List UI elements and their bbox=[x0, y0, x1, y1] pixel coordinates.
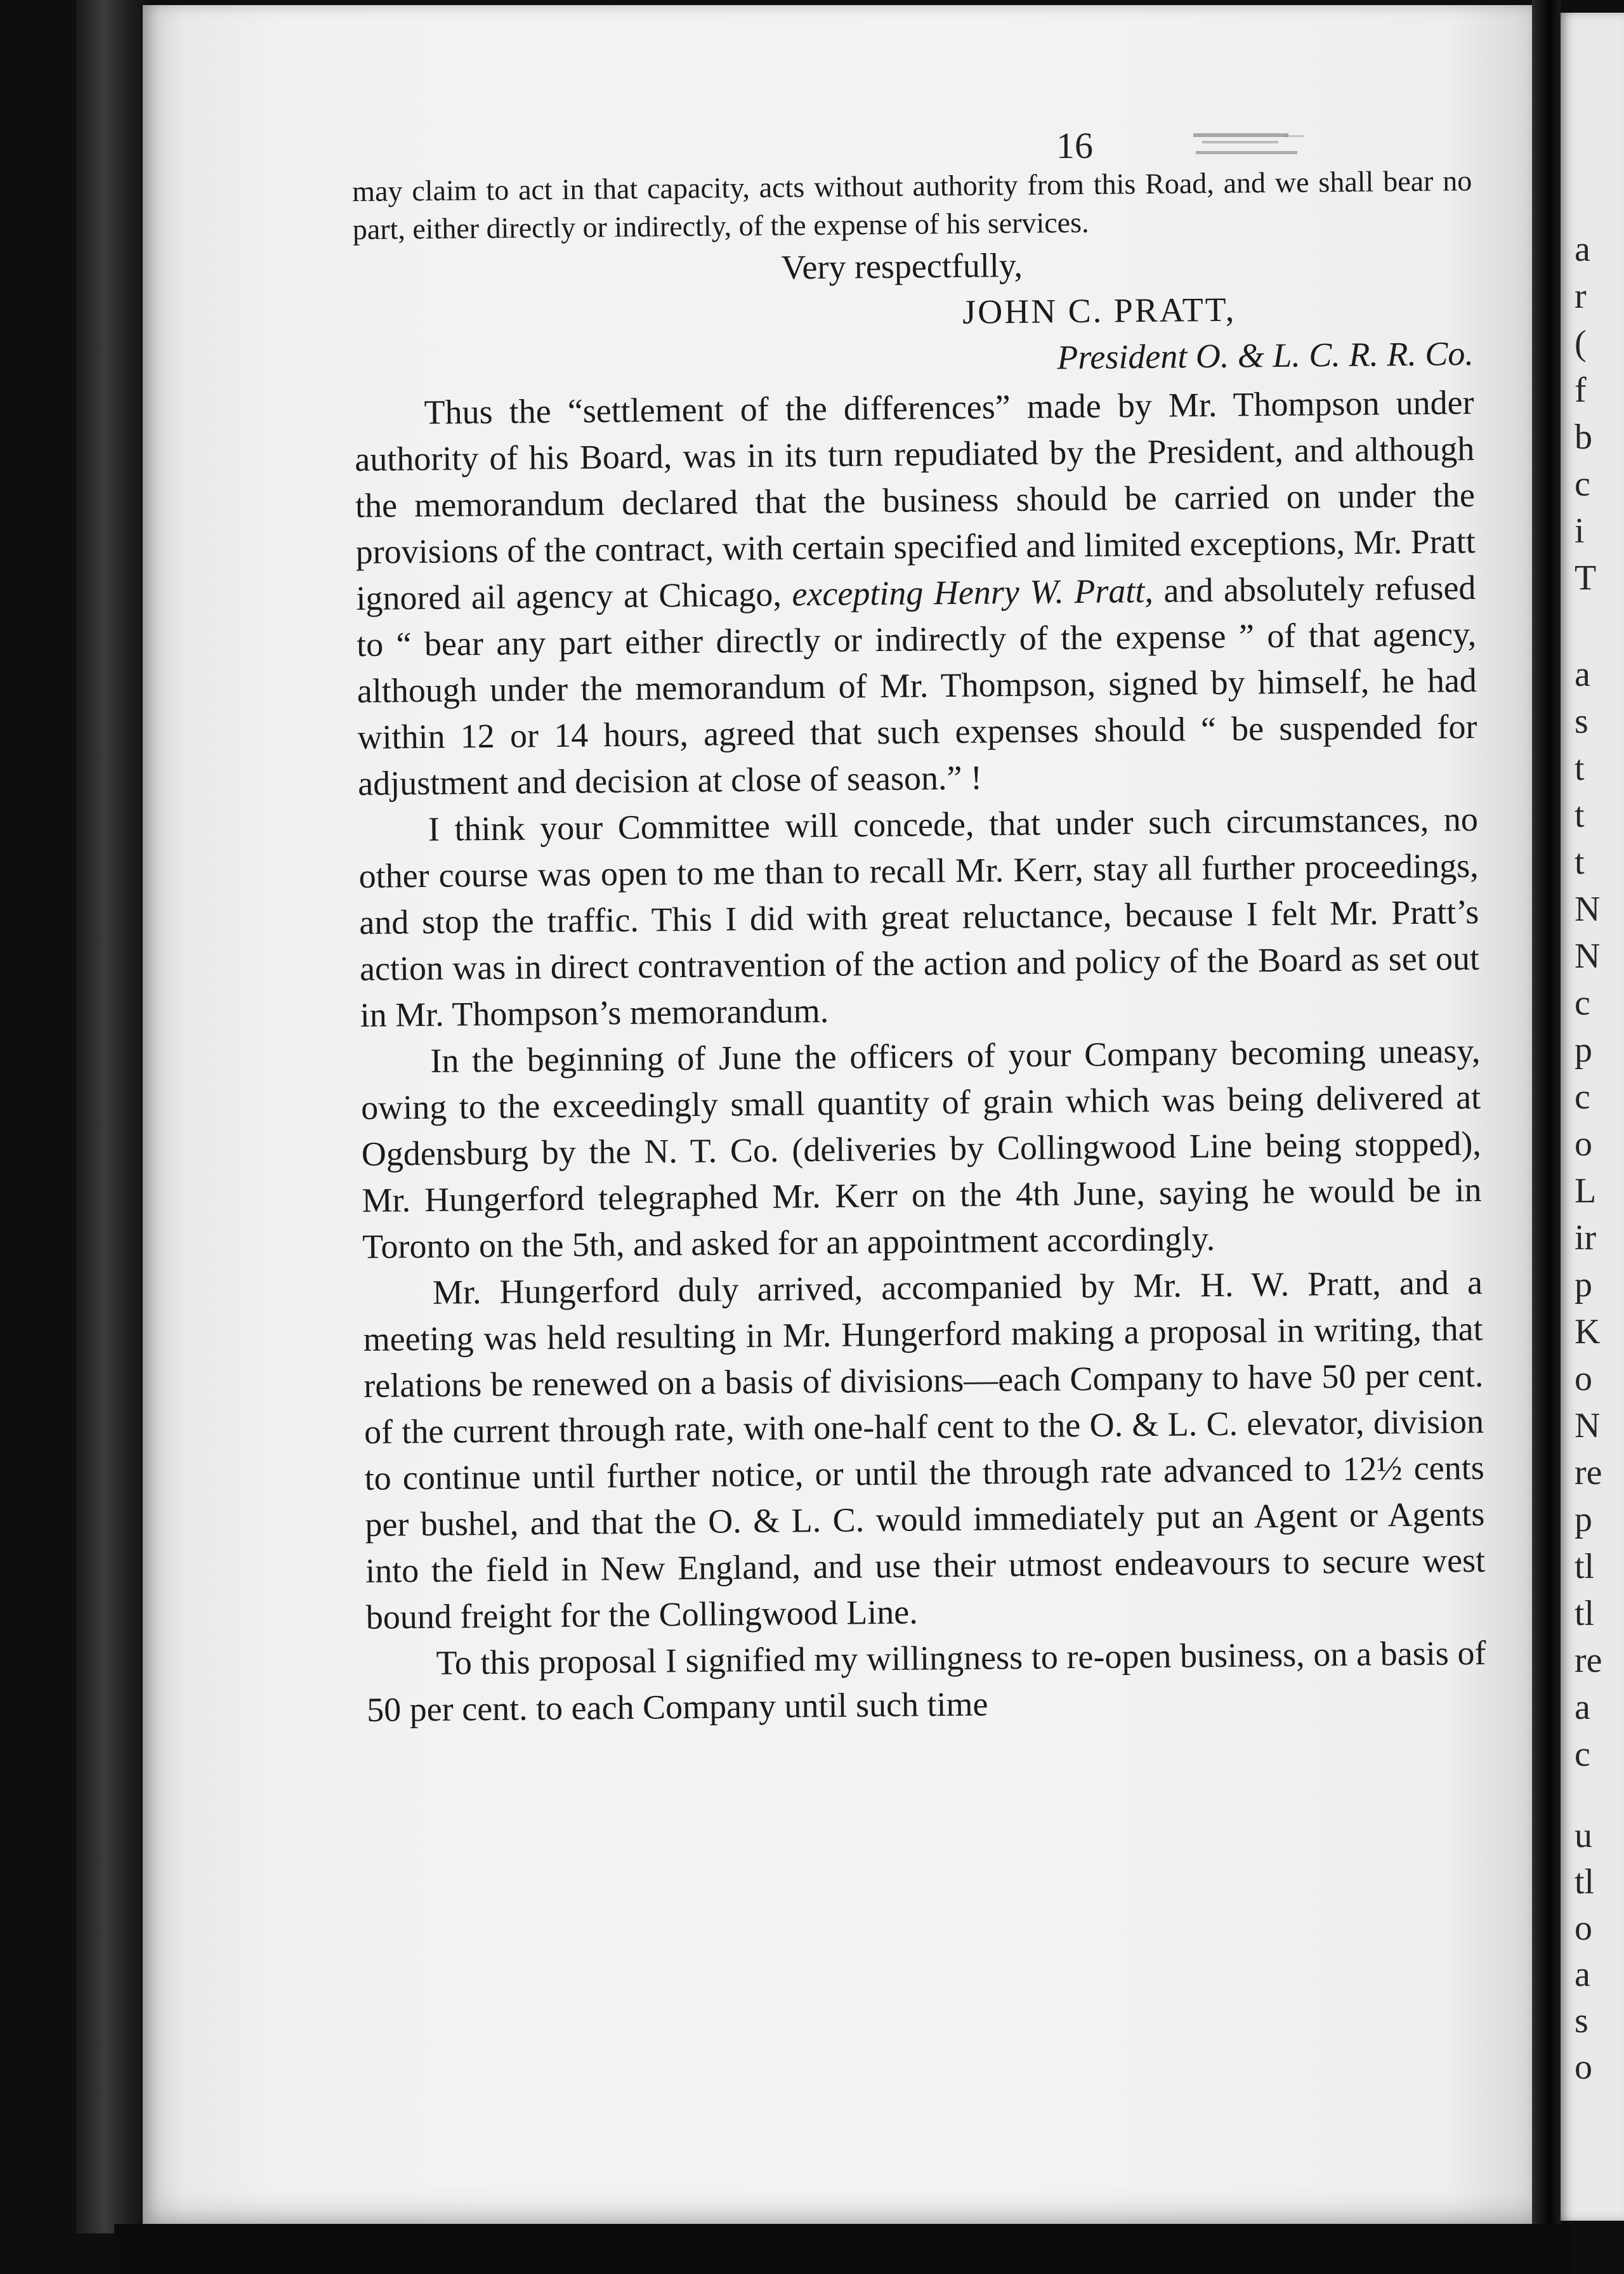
adjacent-page-fragment: K bbox=[1575, 1312, 1601, 1351]
scan-bottom-edge bbox=[114, 2224, 1573, 2274]
adjacent-page-fragment: tl bbox=[1575, 1547, 1595, 1586]
adjacent-page-fragment: ( bbox=[1575, 324, 1587, 363]
adjacent-page-fragment: r bbox=[1575, 277, 1587, 316]
adjacent-page-fragment: a bbox=[1575, 1688, 1590, 1727]
adjacent-page-fragment: o bbox=[1575, 1124, 1592, 1164]
adjacent-page-fragment: N bbox=[1575, 1406, 1601, 1445]
paragraph-settlement bbox=[354, 379, 1477, 807]
adjacent-page-fragment: a bbox=[1575, 1955, 1590, 1994]
adjacent-page-fragment: c bbox=[1575, 983, 1590, 1023]
paragraph-proposal: To this proposal I signified my willingness to re-open business, on a basis of 50 per cent. to each Company until such time bbox=[366, 1633, 1486, 1729]
adjacent-page-fragment: c bbox=[1575, 1735, 1590, 1774]
adjacent-page-fragment: N bbox=[1575, 937, 1601, 976]
adjacent-page-fragment: tl bbox=[1575, 1594, 1595, 1633]
book-gutter bbox=[1532, 0, 1561, 2274]
adjacent-page-fragment: b bbox=[1575, 417, 1592, 457]
adjacent-page-fragment: ir bbox=[1575, 1218, 1597, 1258]
adjacent-page-edge bbox=[1561, 13, 1624, 2221]
adjacent-page-fragment: i bbox=[1575, 511, 1585, 551]
letter-signature-title: President O. & L. C. R. R. Co. bbox=[1057, 334, 1474, 377]
adjacent-page-fragment: a bbox=[1575, 655, 1590, 694]
adjacent-page-fragment: T bbox=[1575, 558, 1597, 598]
adjacent-page-fragment: re bbox=[1575, 1453, 1602, 1492]
adjacent-page-fragment: p bbox=[1575, 1500, 1592, 1539]
adjacent-page-fragment: a bbox=[1575, 230, 1590, 269]
adjacent-page-fragment: p bbox=[1575, 1030, 1592, 1070]
paragraph-settlement-part2: and absolutely refused to “ bear any part either directly or indirectly of the expense ” of that agency, although under the memorandum of Mr. Thompson, signed by himself, he had within 12 or 14 hours, agreed that such expenses should “ be suspended for adjustment and decision at close of season.” ! bbox=[356, 568, 1477, 803]
book-spine bbox=[76, 0, 147, 2233]
letter-signature: JOHN C. PRATT, bbox=[962, 290, 1236, 331]
adjacent-page-fragment: o bbox=[1575, 1909, 1592, 1948]
page-body bbox=[352, 162, 1487, 1733]
adjacent-page-fragment: t bbox=[1575, 749, 1585, 788]
adjacent-page-fragment: p bbox=[1575, 1265, 1592, 1305]
adjacent-page-fragment: t bbox=[1575, 796, 1585, 835]
adjacent-page-fragment: f bbox=[1575, 371, 1587, 410]
adjacent-page-fragment: c bbox=[1575, 464, 1590, 504]
paragraph-hungerford: Mr. Hungerford duly arrived, accompanied by Mr. H. W. Pratt, and a meeting was held resulting in Mr. Hungerford making a proposal in writing, that relations be renewed on a basis of divisions—each Company to have 50 per cent. of the current through rate, with one-half cent to the O. & L. C. elevator, division to continue until further notice, or until the through rate advanced to 12½ cents per bushel, and that the O. & L. C. would immediately put an Agent or Agents into the field in New England, and use their utmost endeavours to secure west bound freight for the Collingwood Line. bbox=[363, 1263, 1486, 1636]
adjacent-page-fragment: c bbox=[1575, 1077, 1590, 1117]
letter-closing: Very respectfully, bbox=[781, 246, 1023, 287]
paragraph-settlement-part1: Thus the “settlement of the differences” made by Mr. Thompson under authority of his Board, was in its turn repudiated by the President, and although the memorandum declared that the business should be carried on under the provisions of the contract, with certain specified and limited exceptions, Mr. Pratt ignored ail agency at Chicago, bbox=[355, 383, 1476, 617]
adjacent-page-fragment: tl bbox=[1575, 1862, 1595, 1902]
page-number: 16 bbox=[1056, 125, 1093, 166]
letter-continuation: may claim to act in that capacity, acts without authority from this Road, and we shall bear no part, either directly or indirectly, of the expense of his services. bbox=[352, 164, 1472, 246]
adjacent-page-fragment: s bbox=[1575, 2001, 1588, 2041]
adjacent-page-fragment: N bbox=[1575, 890, 1601, 929]
paragraph-june: In the beginning of June the officers of your Company becoming uneasy, owing to the exceedingly small quantity of grain which was being delivered at Ogdensburg by the N. T. Co. (deliveries by Collingwood Line being stopped), Mr. Hungerford telegraphed Mr. Kerr on the 4th June, saying he would be in Toronto on the 5th, and asked for an appointment accordingly. bbox=[360, 1031, 1482, 1266]
adjacent-page-fragment: L bbox=[1575, 1171, 1597, 1211]
adjacent-page-fragment: u bbox=[1575, 1816, 1592, 1855]
adjacent-page-fragment: o bbox=[1575, 1359, 1592, 1398]
ink-stamp-smudge bbox=[1189, 126, 1313, 164]
adjacent-page-fragment: re bbox=[1575, 1641, 1602, 1680]
adjacent-page-fragment: o bbox=[1575, 2047, 1592, 2087]
paragraph-committee: I think your Committee will concede, that under such circumstances, no other course was open to me than to recall Mr. Kerr, stay all further proceedings, and stop the traffic. This I did with great reluctance, because I felt Mr. Pratt’s action was in direct contravention of the action and policy of the Board as set out in Mr. Thompson’s memorandum. bbox=[358, 800, 1480, 1034]
adjacent-page-fragment: s bbox=[1575, 702, 1588, 741]
adjacent-page-fragment: t bbox=[1575, 843, 1585, 882]
paragraph-settlement-italic: excepting Henry W. Pratt, bbox=[792, 571, 1154, 614]
